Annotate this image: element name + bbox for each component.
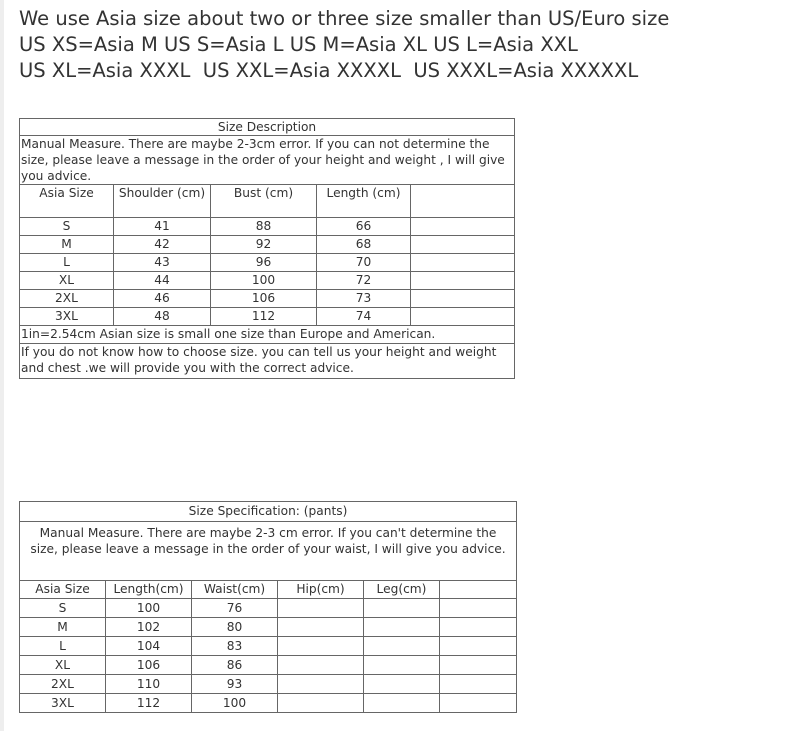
table-cell [411,290,515,308]
table-cell [278,599,364,618]
table-cell: 2XL [20,675,106,694]
table-cell [411,272,515,290]
table-cell [411,236,515,254]
table-title: Size Specification: (pants) [20,502,517,522]
table-cell: XL [20,656,106,675]
table-cell [411,218,515,236]
table-cell [411,254,515,272]
table-cell: 70 [317,254,411,272]
table-cell [278,694,364,713]
table-cell: 46 [114,290,211,308]
table-row [20,637,517,656]
column-header: Asia Size [20,581,106,599]
table-cell: 73 [317,290,411,308]
table-row [20,675,517,694]
table-cell: L [20,254,114,272]
column-header: Asia Size [20,185,114,218]
table-cell: S [20,599,106,618]
table-row [20,599,517,618]
table-row [20,254,515,272]
column-header: Leg(cm) [364,581,440,599]
table-cell [440,694,517,713]
table-cell [411,308,515,326]
table-row [20,236,515,254]
size-conversion-heading [19,6,799,84]
table-cell: 80 [192,618,278,637]
table-cell: XL [20,272,114,290]
heading-line-1: We use Asia size about two or three size smaller than US/Euro size [19,7,670,30]
table-cell: 106 [211,290,317,308]
table-cell: 66 [317,218,411,236]
tops-size-table [19,118,515,379]
table-cell: 100 [211,272,317,290]
table-row [20,618,517,637]
table-row [20,308,515,326]
table-cell: 100 [192,694,278,713]
table-cell: 83 [192,637,278,656]
table-cell [440,675,517,694]
table-cell [364,618,440,637]
table-cell: L [20,637,106,656]
table-cell: 93 [192,675,278,694]
heading-line-2: US XS=Asia M US S=Asia L US M=Asia XL US L=Asia XXL [19,33,578,56]
table-row [20,290,515,308]
column-header: Length (cm) [317,185,411,218]
table-cell [440,618,517,637]
table-cell [278,618,364,637]
table-cell: 72 [317,272,411,290]
table-cell: S [20,218,114,236]
table-cell [440,656,517,675]
table-cell: 88 [211,218,317,236]
table-cell [364,694,440,713]
table-cell: M [20,236,114,254]
table-cell: 48 [114,308,211,326]
table-cell [364,599,440,618]
table-cell: M [20,618,106,637]
table-row [20,694,517,713]
table-cell: 104 [106,637,192,656]
table-cell [364,637,440,656]
column-header [440,581,517,599]
column-header: Shoulder (cm) [114,185,211,218]
table-cell: 3XL [20,694,106,713]
column-header: Waist(cm) [192,581,278,599]
column-header: Hip(cm) [278,581,364,599]
table-cell: 112 [211,308,317,326]
table-row [20,272,515,290]
table-description: Manual Measure. There are maybe 2-3 cm error. If you can't determine the size, please leave a message in the order of your waist, I will give you advice. [20,522,517,581]
table-cell [440,637,517,656]
column-header [411,185,515,218]
table-description: Manual Measure. There are maybe 2-3cm error. If you can not determine the size, please leave a message in the order of your height and weight , I will give you advice. [20,136,515,185]
table-cell: 86 [192,656,278,675]
table-cell: 2XL [20,290,114,308]
table-cell [364,675,440,694]
table-cell: 110 [106,675,192,694]
table-cell [364,656,440,675]
table-cell: 42 [114,236,211,254]
table-cell: 3XL [20,308,114,326]
table-cell: 43 [114,254,211,272]
table-cell: 74 [317,308,411,326]
left-edge-strip [0,0,4,731]
heading-line-3: US XL=Asia XXXL US XXL=Asia XXXXL US XXXL=Asia XXXXXL [19,59,639,82]
table-cell: 76 [192,599,278,618]
table-row [20,218,515,236]
table-cell [440,599,517,618]
table-cell: 100 [106,599,192,618]
table-cell [278,637,364,656]
table-cell: 112 [106,694,192,713]
table-cell [278,656,364,675]
column-header: Length(cm) [106,581,192,599]
table-row [20,656,517,675]
table-cell: 102 [106,618,192,637]
table-title: Size Description [20,119,515,136]
pants-size-table [19,501,517,713]
table-cell: 41 [114,218,211,236]
table-cell: 106 [106,656,192,675]
table-cell: 96 [211,254,317,272]
table-note: 1in=2.54cm Asian size is small one size than Europe and American. [20,326,515,344]
table-advice-note: If you do not know how to choose size. you can tell us your height and weight and chest .we will provide you with the correct advice. [20,344,515,379]
table-cell [278,675,364,694]
table-cell: 44 [114,272,211,290]
table-cell: 68 [317,236,411,254]
column-header: Bust (cm) [211,185,317,218]
table-cell: 92 [211,236,317,254]
